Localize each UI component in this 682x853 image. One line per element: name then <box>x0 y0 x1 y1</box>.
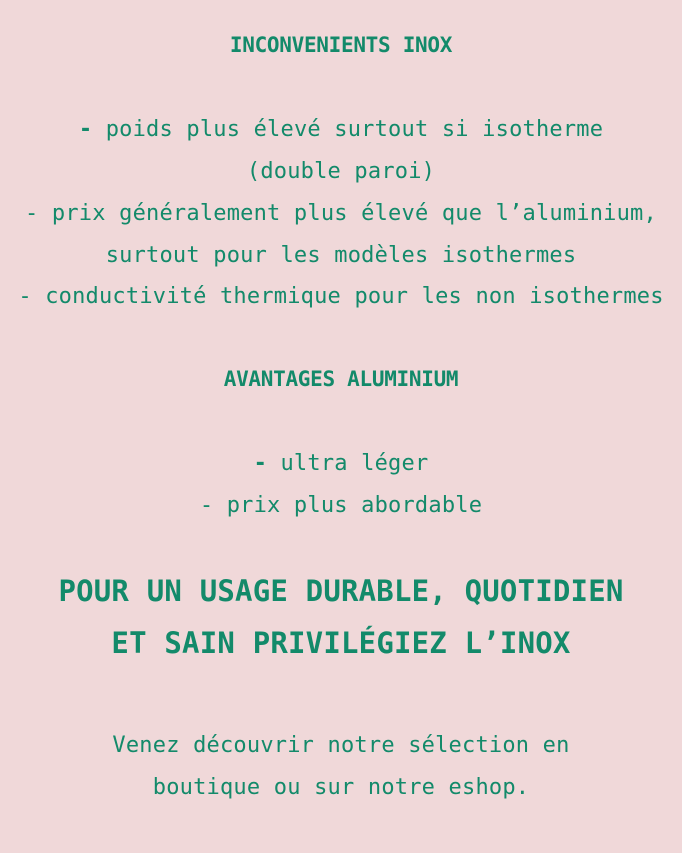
cta-line-2: ET SAIN PRIVILÉGIEZ L’INOX <box>111 626 571 660</box>
inox-item-price-cont: surtout pour les modèles isothermes <box>105 243 577 268</box>
cta-line-1: POUR UN USAGE DURABLE, QUOTIDIEN <box>58 574 624 608</box>
inox-item-weight <box>0 117 682 142</box>
inox-item-weight-cont: (double paroi) <box>246 159 436 184</box>
inox-item-price: - prix généralement plus élevé que l’aluminium, <box>25 201 657 226</box>
inox-section-title: INCONVENIENTS INOX <box>229 33 453 57</box>
footer-line-1: Venez découvrir notre sélection en <box>112 733 570 758</box>
alu-item-light-text: ultra léger <box>267 451 429 476</box>
footer-line-2: boutique ou sur notre eshop. <box>152 775 530 800</box>
alu-item-price: - prix plus abordable <box>199 493 483 518</box>
bullet-dash: - <box>78 117 93 142</box>
alu-section-title: AVANTAGES ALUMINIUM <box>223 367 459 391</box>
alu-item-light <box>0 451 682 476</box>
inox-item-weight-text: poids plus élevé surtout si isotherme <box>92 117 604 142</box>
inox-item-conductivity: - conductivité thermique pour les non isothermes <box>18 284 664 309</box>
bullet-dash: - <box>253 451 268 476</box>
